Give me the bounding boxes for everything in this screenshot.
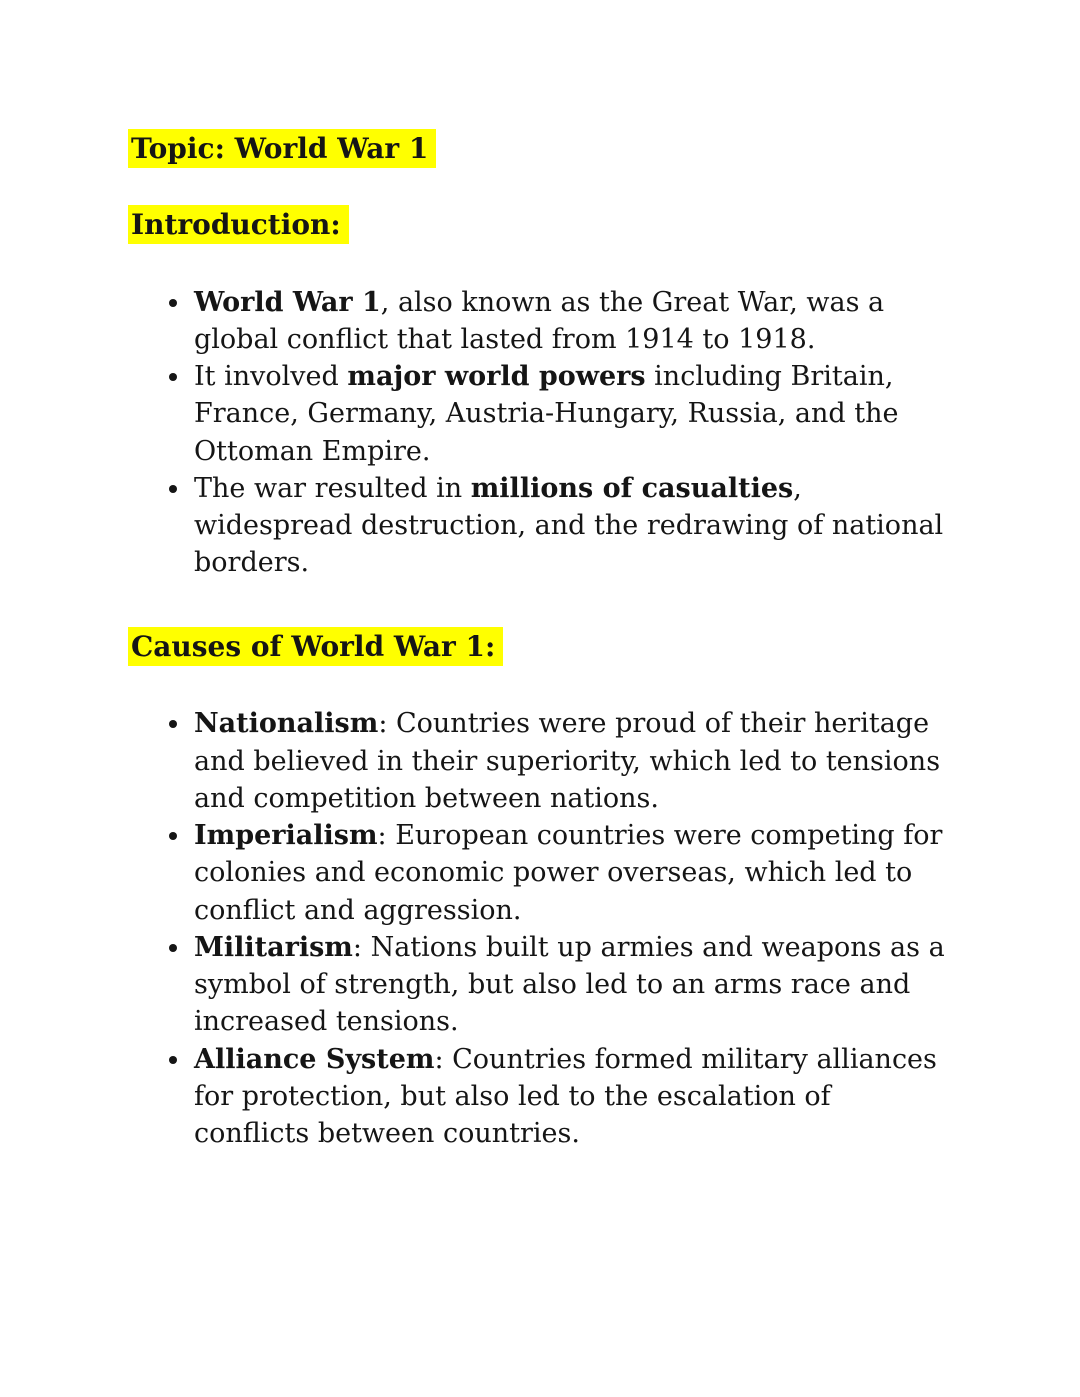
bullet-bold-text: Imperialism	[194, 820, 378, 852]
bullet-text: It involved	[194, 361, 348, 393]
bullet-list-introduction	[128, 284, 946, 582]
bullet-bold-text: major world powers	[347, 361, 646, 393]
bullet-text: , also known as the Great War, was a global conflict that lasted from 1914 to 1918.	[194, 286, 885, 355]
document-title	[128, 130, 960, 168]
bullet-item	[192, 358, 946, 470]
bullet-text: The war resulted in	[194, 472, 471, 504]
section-introduction	[128, 206, 960, 582]
bullet-text: , widespread destruction, and the redrawing of national borders.	[194, 472, 944, 579]
section-heading-causes-text: Causes of World War 1:	[128, 627, 503, 666]
section-heading-introduction-text: Introduction:	[128, 205, 349, 244]
bullet-item	[192, 817, 946, 929]
bullet-bold-text: Alliance System	[194, 1043, 435, 1075]
section-heading-causes	[128, 628, 960, 666]
bullet-item	[192, 284, 946, 359]
bullet-bold-text: Militarism	[194, 931, 353, 963]
bullet-text: : European countries were competing for colonies and economic power overseas, which led to conflict and aggression.	[194, 820, 943, 926]
bullet-text: including Britain, France, Germany, Austria-Hungary, Russia, and the Ottoman Empire.	[194, 361, 899, 467]
bullet-bold-text: World War 1	[194, 286, 381, 318]
bullet-text: : Countries were proud of their heritage and believed in their superiority, which led to tensions and competition between nations.	[194, 708, 941, 814]
section-causes	[128, 628, 960, 1153]
bullet-list-causes	[128, 705, 946, 1152]
section-heading-introduction	[128, 206, 960, 244]
bullet-item	[192, 470, 946, 582]
bullet-text: : Countries formed military alliances for protection, but also led to the escalation of conflicts between countries.	[194, 1043, 937, 1150]
bullet-item	[192, 705, 946, 817]
bullet-bold-text: Nationalism	[194, 708, 379, 740]
bullet-bold-text: millions of casualties	[470, 472, 794, 504]
bullet-item	[192, 1041, 946, 1153]
bullet-item	[192, 929, 946, 1041]
document-title-text: Topic: World War 1	[128, 129, 436, 168]
bullet-text: : Nations built up armies and weapons as a symbol of strength, but also led to an arms race and increased tensions.	[194, 931, 945, 1038]
